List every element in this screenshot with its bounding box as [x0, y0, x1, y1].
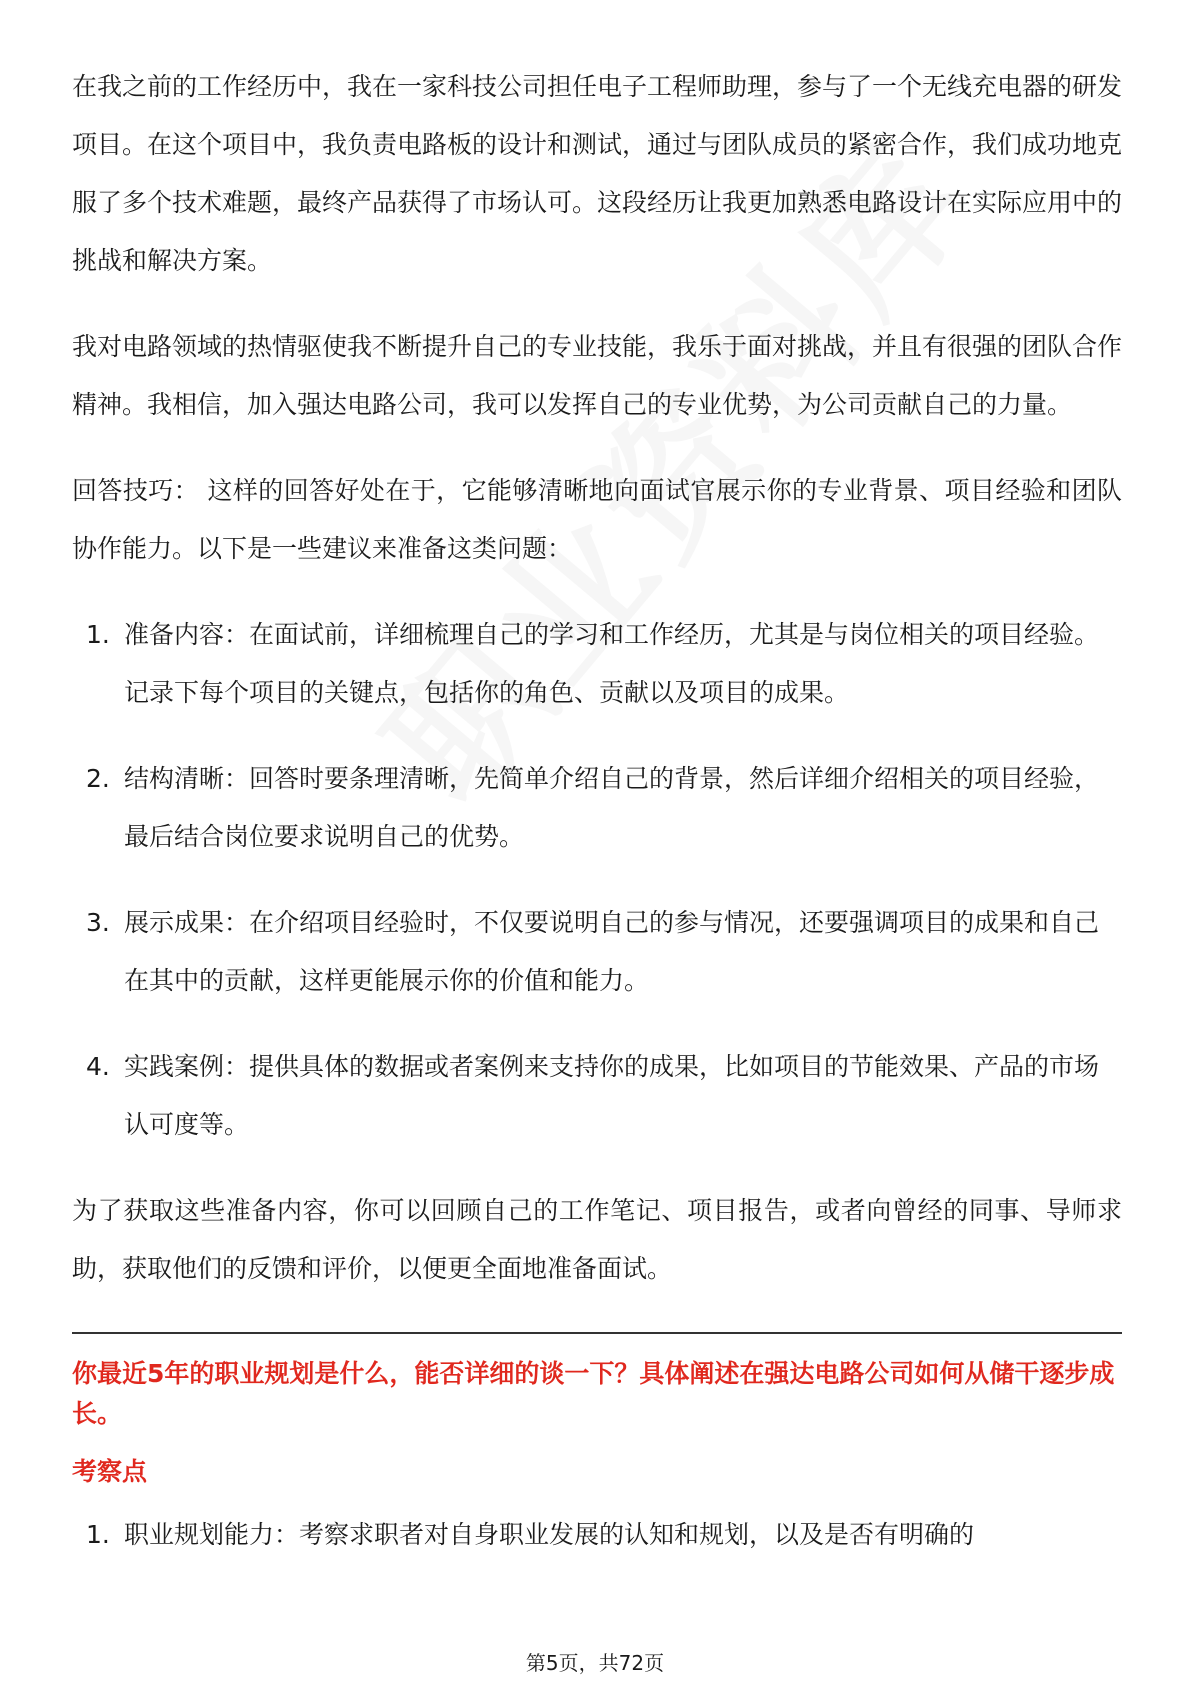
section-divider: [72, 1332, 1122, 1334]
list-item: [72, 894, 1122, 1010]
list-item-text: 职业规划能力：考察求职者对自身职业发展的认知和规划，以及是否有明确的: [124, 1520, 975, 1549]
points-list: [72, 1506, 1122, 1564]
list-item: [72, 1506, 1122, 1564]
list-number: 4.: [86, 1052, 110, 1081]
list-item-text: 展示成果：在介绍项目经验时，不仅要说明自己的参与情况，还要强调项目的成果和自己在其中的贡献，这样更能展示你的价值和能力。: [124, 908, 1100, 995]
list-number: 3.: [86, 908, 110, 937]
section-heading: 考察点: [72, 1457, 148, 1486]
list-number: 1.: [86, 1520, 110, 1549]
list-item: [72, 606, 1122, 722]
list-item-text: 准备内容：在面试前，详细梳理自己的学习和工作经历，尤其是与岗位相关的项目经验。记录下每个项目的关键点，包括你的角色、贡献以及项目的成果。: [124, 620, 1100, 707]
list-item-text: 实践案例：提供具体的数据或者案例来支持你的成果，比如项目的节能效果、产品的市场认可度等。: [124, 1052, 1100, 1139]
document-content: [72, 58, 1122, 1592]
paragraph-experience: 在我之前的工作经历中，我在一家科技公司担任电子工程师助理，参与了一个无线充电器的研发项目。在这个项目中，我负责电路板的设计和测试，通过与团队成员的紧密合作，我们成功地克服了多个技术难题，最终产品获得了市场认可。这段经历让我更加熟悉电路设计在实际应用中的挑战和解决方案。: [72, 72, 1123, 275]
list-item: [72, 1038, 1122, 1154]
list-number: 1.: [86, 620, 110, 649]
paragraph-answer-tips: 回答技巧： 这样的回答好处在于，它能够清晰地向面试官展示你的专业背景、项目经验和团队协作能力。以下是一些建议来准备这类问题：: [72, 476, 1122, 563]
paragraph-closing: 为了获取这些准备内容，你可以回顾自己的工作笔记、项目报告，或者向曾经的同事、导师求助，获取他们的反馈和评价，以便更全面地准备面试。: [72, 1196, 1122, 1283]
page-footer: 第5页，共72页: [525, 1651, 665, 1675]
list-number: 2.: [86, 764, 110, 793]
interview-question: 你最近5年的职业规划是什么，能否详细的谈一下？具体阐述在强达电路公司如何从储干逐步成长。: [72, 1359, 1115, 1428]
list-item-text: 结构清晰：回答时要条理清晰，先简单介绍自己的背景，然后详细介绍相关的项目经验，最后结合岗位要求说明自己的优势。: [124, 764, 1100, 851]
list-item: [72, 750, 1122, 866]
paragraph-passion: 我对电路领域的热情驱使我不断提升自己的专业技能，我乐于面对挑战，并且有很强的团队合作精神。我相信，加入强达电路公司，我可以发挥自己的专业优势，为公司贡献自己的力量。: [72, 332, 1123, 419]
tips-list: [72, 606, 1122, 1154]
